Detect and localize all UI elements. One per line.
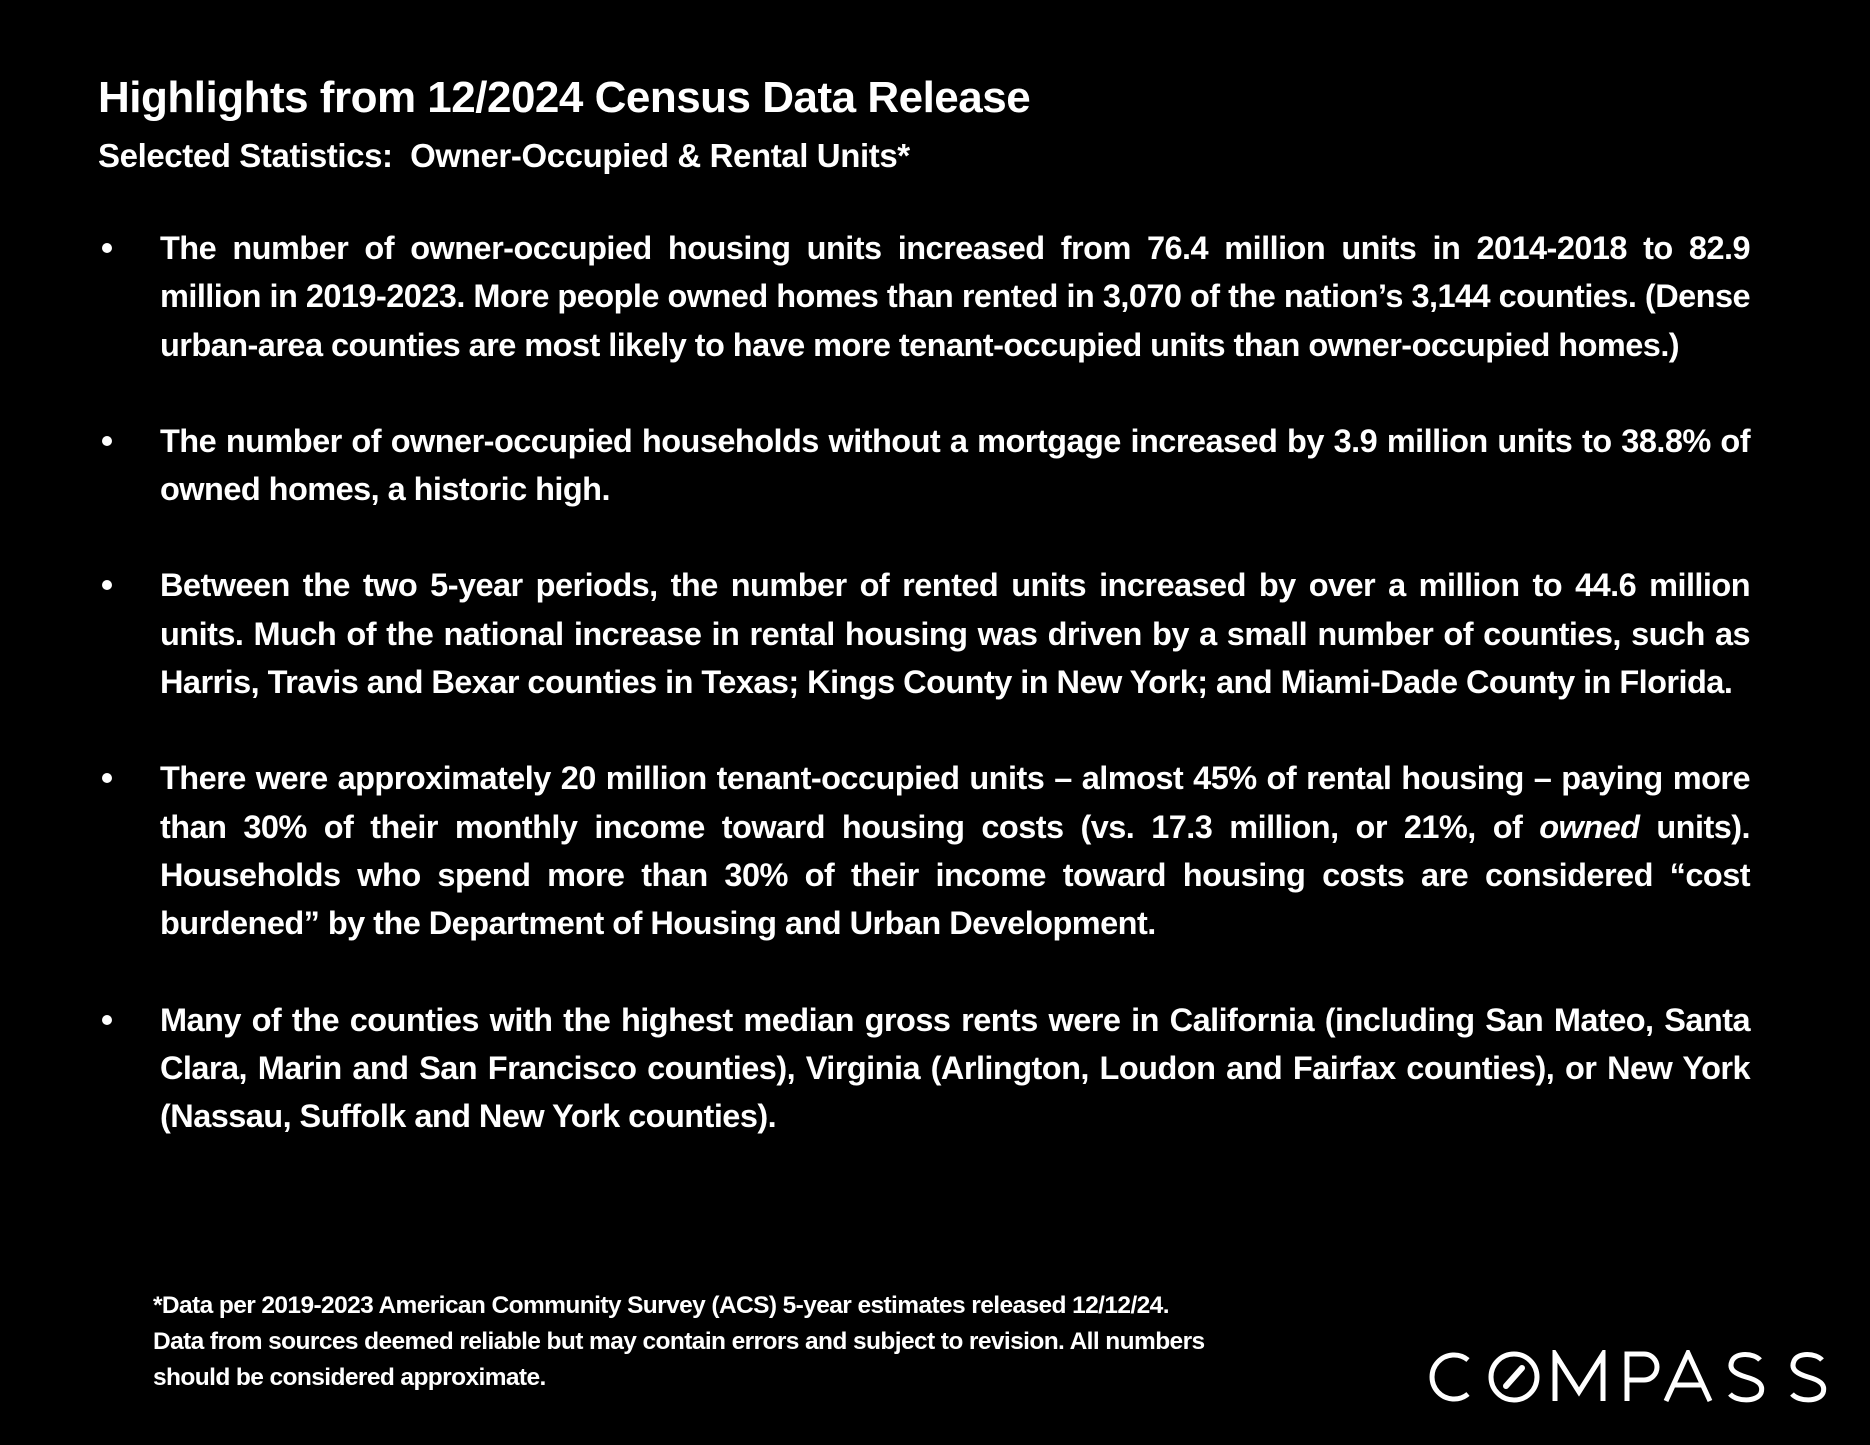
bullet-dot-icon — [102, 773, 112, 783]
bullet-dot-icon — [102, 243, 112, 253]
bullet-dot-icon — [102, 436, 112, 446]
compass-logo-icon — [1424, 1350, 1834, 1404]
bullet-text: The number of owner-occupied households without a mortgage increased by 3.9 million units to 38.8% of owned homes, a historic high. — [160, 422, 1750, 508]
bullet-text-after: units). Households who spend more than 30% of their income toward housing costs are considered “cost burdened” by the Department of Housing and Urban Development. — [160, 808, 1750, 942]
bullet-text-emphasis: owned — [1539, 808, 1640, 845]
bullet-dot-icon — [102, 580, 112, 590]
bullet-no-mortgage — [98, 417, 1750, 514]
bullet-rented-units — [98, 561, 1750, 706]
footnote-line-1: *Data per 2019-2023 American Community Survey (ACS) 5-year estimates released 12/12/24. — [153, 1292, 1169, 1319]
bullet-highest-rents — [98, 996, 1750, 1141]
bullet-dot-icon — [102, 1015, 112, 1025]
footnote-line-3: should be considered approximate. — [153, 1364, 546, 1391]
bullet-text: The number of owner-occupied housing units increased from 76.4 million units in 2014-2018 to 82.9 million in 2019-2023. More people owned homes than rented in 3,070 of the nation’s 3,144 counties. (Dense urban-area counties are most likely to have more tenant-occupied units than owner-occupied homes.) — [160, 230, 1750, 363]
bullet-text-before: There were approximately 20 million tenant-occupied units – almost 45% of rental housing – paying more than 30% of their monthly income toward housing costs (vs. 17.3 million, or 21%, of — [160, 760, 1750, 845]
highlights-list — [98, 224, 1750, 1188]
compass-logo — [1424, 1350, 1834, 1404]
bullet-text: Between the two 5-year periods, the number of rented units increased by over a million to 44.6 million units. Much of the national increase in rental housing was driven by a small number of counties, such as Harris, Travis and Bexar counties in Texas; Kings County in New York; and Miami-Dade County in Florida. — [160, 567, 1750, 701]
slide-title: Highlights from 12/2024 Census Data Release — [98, 73, 1031, 122]
bullet-text: Many of the counties with the highest median gross rents were in California (including San Mateo, Santa Clara, Marin and San Francisco counties), Virginia (Arlington, Loudon and Fairfax counties), or New York (Nassau, Suffolk and New York counties). — [160, 1001, 1750, 1135]
footnote-line-2: Data from sources deemed reliable but may contain errors and subject to revision. All numbers — [153, 1328, 1205, 1355]
slide-subtitle: Selected Statistics: Owner-Occupied & Rental Units* — [98, 137, 910, 174]
footnote — [153, 1288, 1353, 1396]
bullet-owner-occupied-units — [98, 224, 1750, 369]
bullet-cost-burdened — [98, 754, 1750, 947]
